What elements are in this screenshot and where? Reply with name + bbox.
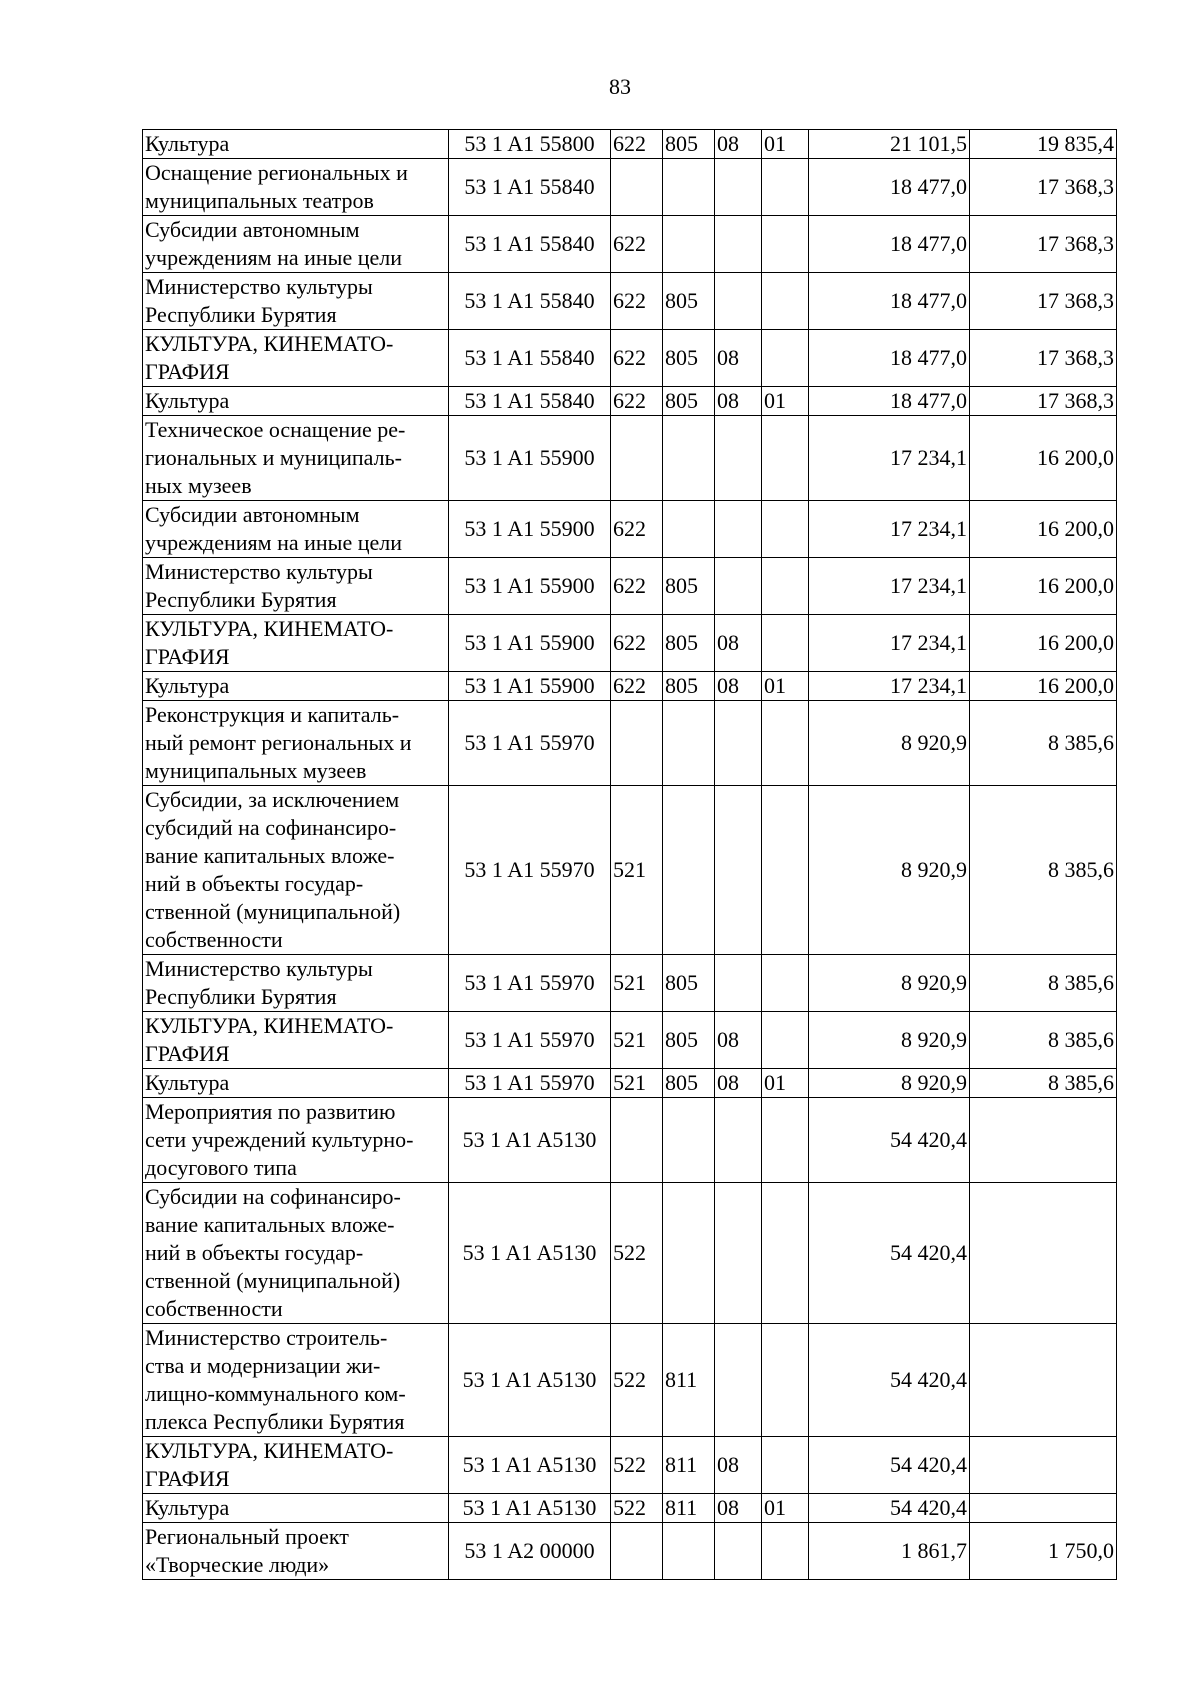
department-code-cell: 805 [663,672,715,701]
row-name-text: Субсидии автономным учреждениям на иные цели [145,502,402,555]
table-row [143,416,1117,501]
row-name-text: Субсидии, за исключением субсидий на софинансиро- вание капитальных вложе- ний в объекты государ- ственной (муниципальной) собственности [145,787,401,952]
amount-first-year-cell: 54 420,4 [809,1437,970,1494]
row-name-cell [143,330,449,387]
row-name-text: Министерство строитель- ства и модернизации жи- лищно-коммунального ком- плекса Республики Бурятия [145,1325,406,1434]
expense-type-cell [611,159,663,216]
department-code-cell [663,501,715,558]
section-code-cell: 08 [715,1012,762,1069]
row-name-text: КУЛЬТУРА, КИНЕМАТО- ГРАФИЯ [145,1013,394,1066]
table-row [143,558,1117,615]
table-row [143,273,1117,330]
amount-first-year-cell: 54 420,4 [809,1183,970,1324]
table-row [143,1183,1117,1324]
subsection-code-cell [762,1098,809,1183]
expense-type-cell: 521 [611,1069,663,1098]
table-row [143,1324,1117,1437]
amount-second-year-cell: 8 385,6 [970,701,1117,786]
amount-first-year-cell: 8 920,9 [809,1069,970,1098]
department-code-cell: 805 [663,615,715,672]
section-code-cell [715,1324,762,1437]
expense-type-cell: 522 [611,1324,663,1437]
department-code-cell: 805 [663,955,715,1012]
amount-second-year-cell [970,1098,1117,1183]
section-code-cell [715,955,762,1012]
amount-first-year-cell: 8 920,9 [809,955,970,1012]
amount-second-year-cell: 17 368,3 [970,330,1117,387]
table-row [143,786,1117,955]
amount-first-year-cell: 18 477,0 [809,273,970,330]
department-code-cell: 805 [663,273,715,330]
target-article-code-cell: 53 1 A1 55900 [449,558,611,615]
subsection-code-cell [762,1523,809,1580]
amount-first-year-cell: 54 420,4 [809,1098,970,1183]
table-row [143,615,1117,672]
row-name-cell [143,955,449,1012]
amount-first-year-cell: 17 234,1 [809,558,970,615]
target-article-code-cell: 53 1 A1 A5130 [449,1183,611,1324]
row-name-cell [143,1012,449,1069]
department-code-cell: 811 [663,1324,715,1437]
amount-first-year-cell: 18 477,0 [809,216,970,273]
section-code-cell [715,159,762,216]
amount-second-year-cell: 8 385,6 [970,1069,1117,1098]
subsection-code-cell [762,1012,809,1069]
department-code-cell: 805 [663,558,715,615]
subsection-code-cell [762,416,809,501]
department-code-cell: 805 [663,387,715,416]
subsection-code-cell [762,1183,809,1324]
section-code-cell: 08 [715,1069,762,1098]
row-name-text: Субсидии на софинансиро- вание капитальных вложе- ний в объекты государ- ственной (муниципальной) собственности [145,1184,401,1321]
table-row [143,1437,1117,1494]
amount-second-year-cell: 17 368,3 [970,216,1117,273]
row-name-cell [143,416,449,501]
section-code-cell [715,501,762,558]
section-code-cell: 08 [715,615,762,672]
target-article-code-cell: 53 1 A1 55970 [449,701,611,786]
department-code-cell [663,701,715,786]
target-article-code-cell: 53 1 A1 A5130 [449,1437,611,1494]
table-row [143,501,1117,558]
target-article-code-cell: 53 1 A2 00000 [449,1523,611,1580]
subsection-code-cell: 01 [762,130,809,159]
expense-type-cell: 522 [611,1437,663,1494]
subsection-code-cell [762,1437,809,1494]
row-name-text: Культура [145,1495,230,1520]
table-row [143,387,1117,416]
row-name-text: КУЛЬТУРА, КИНЕМАТО- ГРАФИЯ [145,1438,394,1491]
section-code-cell: 08 [715,1437,762,1494]
table-row [143,216,1117,273]
target-article-code-cell: 53 1 A1 A5130 [449,1324,611,1437]
target-article-code-cell: 53 1 A1 55840 [449,330,611,387]
amount-first-year-cell: 8 920,9 [809,701,970,786]
amount-second-year-cell [970,1183,1117,1324]
target-article-code-cell: 53 1 A1 55900 [449,672,611,701]
section-code-cell: 08 [715,330,762,387]
department-code-cell [663,1523,715,1580]
table-body [143,130,1117,1580]
expense-type-cell: 622 [611,387,663,416]
target-article-code-cell: 53 1 A1 A5130 [449,1494,611,1523]
amount-first-year-cell: 18 477,0 [809,330,970,387]
page-number: 83 [609,74,631,99]
amount-second-year-cell: 8 385,6 [970,1012,1117,1069]
department-code-cell [663,1183,715,1324]
subsection-code-cell [762,558,809,615]
subsection-code-cell: 01 [762,387,809,416]
amount-first-year-cell: 54 420,4 [809,1494,970,1523]
target-article-code-cell: 53 1 A1 55900 [449,501,611,558]
row-name-cell [143,701,449,786]
department-code-cell: 805 [663,1012,715,1069]
subsection-code-cell [762,786,809,955]
target-article-code-cell: 53 1 A1 55970 [449,955,611,1012]
row-name-cell [143,1437,449,1494]
row-name-text: Культура [145,673,230,698]
amount-second-year-cell: 16 200,0 [970,416,1117,501]
department-code-cell [663,416,715,501]
expense-type-cell [611,1523,663,1580]
expense-type-cell: 622 [611,130,663,159]
row-name-cell [143,1183,449,1324]
amount-first-year-cell: 8 920,9 [809,1012,970,1069]
department-code-cell [663,1098,715,1183]
amount-second-year-cell: 16 200,0 [970,615,1117,672]
subsection-code-cell [762,273,809,330]
table-row [143,1098,1117,1183]
subsection-code-cell [762,615,809,672]
expense-type-cell: 522 [611,1183,663,1324]
target-article-code-cell: 53 1 A1 55800 [449,130,611,159]
amount-second-year-cell [970,1437,1117,1494]
expense-type-cell: 622 [611,558,663,615]
row-name-text: Оснащение региональных и муниципальных театров [145,160,408,213]
amount-second-year-cell: 16 200,0 [970,501,1117,558]
section-code-cell [715,216,762,273]
target-article-code-cell: 53 1 A1 55840 [449,216,611,273]
table-row [143,130,1117,159]
section-code-cell: 08 [715,672,762,701]
subsection-code-cell [762,501,809,558]
subsection-code-cell: 01 [762,672,809,701]
expense-type-cell [611,701,663,786]
row-name-text: КУЛЬТУРА, КИНЕМАТО- ГРАФИЯ [145,331,394,384]
section-code-cell: 08 [715,130,762,159]
table-row [143,672,1117,701]
target-article-code-cell: 53 1 A1 55840 [449,387,611,416]
target-article-code-cell: 53 1 A1 55970 [449,1069,611,1098]
section-code-cell: 08 [715,387,762,416]
target-article-code-cell: 53 1 A1 55900 [449,416,611,501]
amount-second-year-cell: 16 200,0 [970,558,1117,615]
expense-type-cell: 622 [611,501,663,558]
section-code-cell [715,701,762,786]
expense-type-cell: 622 [611,672,663,701]
expense-type-cell: 622 [611,615,663,672]
section-code-cell [715,1098,762,1183]
table-row [143,1069,1117,1098]
amount-second-year-cell [970,1494,1117,1523]
row-name-text: Министерство культуры Республики Бурятия [145,559,373,612]
row-name-text: Реконструкция и капиталь- ный ремонт региональных и муниципальных музеев [145,702,412,783]
subsection-code-cell [762,330,809,387]
table-row [143,1523,1117,1580]
department-code-cell [663,216,715,273]
table-row [143,159,1117,216]
row-name-cell [143,672,449,701]
amount-second-year-cell: 8 385,6 [970,955,1117,1012]
amount-second-year-cell: 17 368,3 [970,387,1117,416]
section-code-cell [715,786,762,955]
amount-first-year-cell: 21 101,5 [809,130,970,159]
expense-type-cell [611,1098,663,1183]
subsection-code-cell [762,1324,809,1437]
row-name-text: Министерство культуры Республики Бурятия [145,274,373,327]
row-name-text: Культура [145,388,230,413]
section-code-cell [715,558,762,615]
subsection-code-cell [762,701,809,786]
target-article-code-cell: 53 1 A1 55840 [449,159,611,216]
row-name-cell [143,558,449,615]
department-code-cell: 811 [663,1494,715,1523]
expense-type-cell: 622 [611,216,663,273]
amount-second-year-cell: 19 835,4 [970,130,1117,159]
target-article-code-cell: 53 1 A1 55840 [449,273,611,330]
amount-first-year-cell: 17 234,1 [809,615,970,672]
row-name-text: Региональный проект «Творческие люди» [145,1524,349,1577]
amount-second-year-cell: 17 368,3 [970,273,1117,330]
table-row [143,1012,1117,1069]
department-code-cell: 805 [663,1069,715,1098]
department-code-cell: 805 [663,130,715,159]
section-code-cell [715,416,762,501]
row-name-cell [143,1069,449,1098]
section-code-cell: 08 [715,1494,762,1523]
amount-first-year-cell: 8 920,9 [809,786,970,955]
amount-first-year-cell: 18 477,0 [809,387,970,416]
row-name-text: Мероприятия по развитию сети учреждений культурно- досугового типа [145,1099,414,1180]
amount-first-year-cell: 17 234,1 [809,416,970,501]
row-name-cell [143,1324,449,1437]
amount-first-year-cell: 17 234,1 [809,672,970,701]
row-name-text: Субсидии автономным учреждениям на иные цели [145,217,402,270]
row-name-text: Техническое оснащение ре- гиональных и муниципаль- ных музеев [145,417,406,498]
amount-second-year-cell: 17 368,3 [970,159,1117,216]
row-name-cell [143,387,449,416]
amount-second-year-cell [970,1324,1117,1437]
target-article-code-cell: 53 1 A1 55970 [449,786,611,955]
budget-table [142,129,1117,1580]
row-name-cell [143,1494,449,1523]
row-name-text: Культура [145,1070,230,1095]
subsection-code-cell [762,955,809,1012]
target-article-code-cell: 53 1 A1 55970 [449,1012,611,1069]
table-row [143,955,1117,1012]
row-name-cell [143,273,449,330]
row-name-cell [143,786,449,955]
table-row [143,701,1117,786]
amount-second-year-cell: 1 750,0 [970,1523,1117,1580]
expense-type-cell: 522 [611,1494,663,1523]
expense-type-cell: 521 [611,786,663,955]
row-name-cell [143,1523,449,1580]
row-name-cell [143,216,449,273]
expense-type-cell: 521 [611,955,663,1012]
row-name-cell [143,615,449,672]
subsection-code-cell [762,159,809,216]
department-code-cell: 811 [663,1437,715,1494]
expense-type-cell: 521 [611,1012,663,1069]
amount-first-year-cell: 17 234,1 [809,501,970,558]
subsection-code-cell: 01 [762,1069,809,1098]
row-name-cell [143,130,449,159]
row-name-text: КУЛЬТУРА, КИНЕМАТО- ГРАФИЯ [145,616,394,669]
target-article-code-cell: 53 1 A1 A5130 [449,1098,611,1183]
subsection-code-cell: 01 [762,1494,809,1523]
row-name-text: Культура [145,131,230,156]
section-code-cell [715,1523,762,1580]
row-name-cell [143,159,449,216]
table-row [143,1494,1117,1523]
amount-first-year-cell: 54 420,4 [809,1324,970,1437]
department-code-cell [663,159,715,216]
section-code-cell [715,1183,762,1324]
department-code-cell: 805 [663,330,715,387]
row-name-text: Министерство культуры Республики Бурятия [145,956,373,1009]
expense-type-cell: 622 [611,273,663,330]
row-name-cell [143,501,449,558]
department-code-cell [663,786,715,955]
amount-first-year-cell: 1 861,7 [809,1523,970,1580]
row-name-cell [143,1098,449,1183]
table-row [143,330,1117,387]
expense-type-cell: 622 [611,330,663,387]
expense-type-cell [611,416,663,501]
section-code-cell [715,273,762,330]
amount-second-year-cell: 16 200,0 [970,672,1117,701]
amount-first-year-cell: 18 477,0 [809,159,970,216]
subsection-code-cell [762,216,809,273]
amount-second-year-cell: 8 385,6 [970,786,1117,955]
target-article-code-cell: 53 1 A1 55900 [449,615,611,672]
